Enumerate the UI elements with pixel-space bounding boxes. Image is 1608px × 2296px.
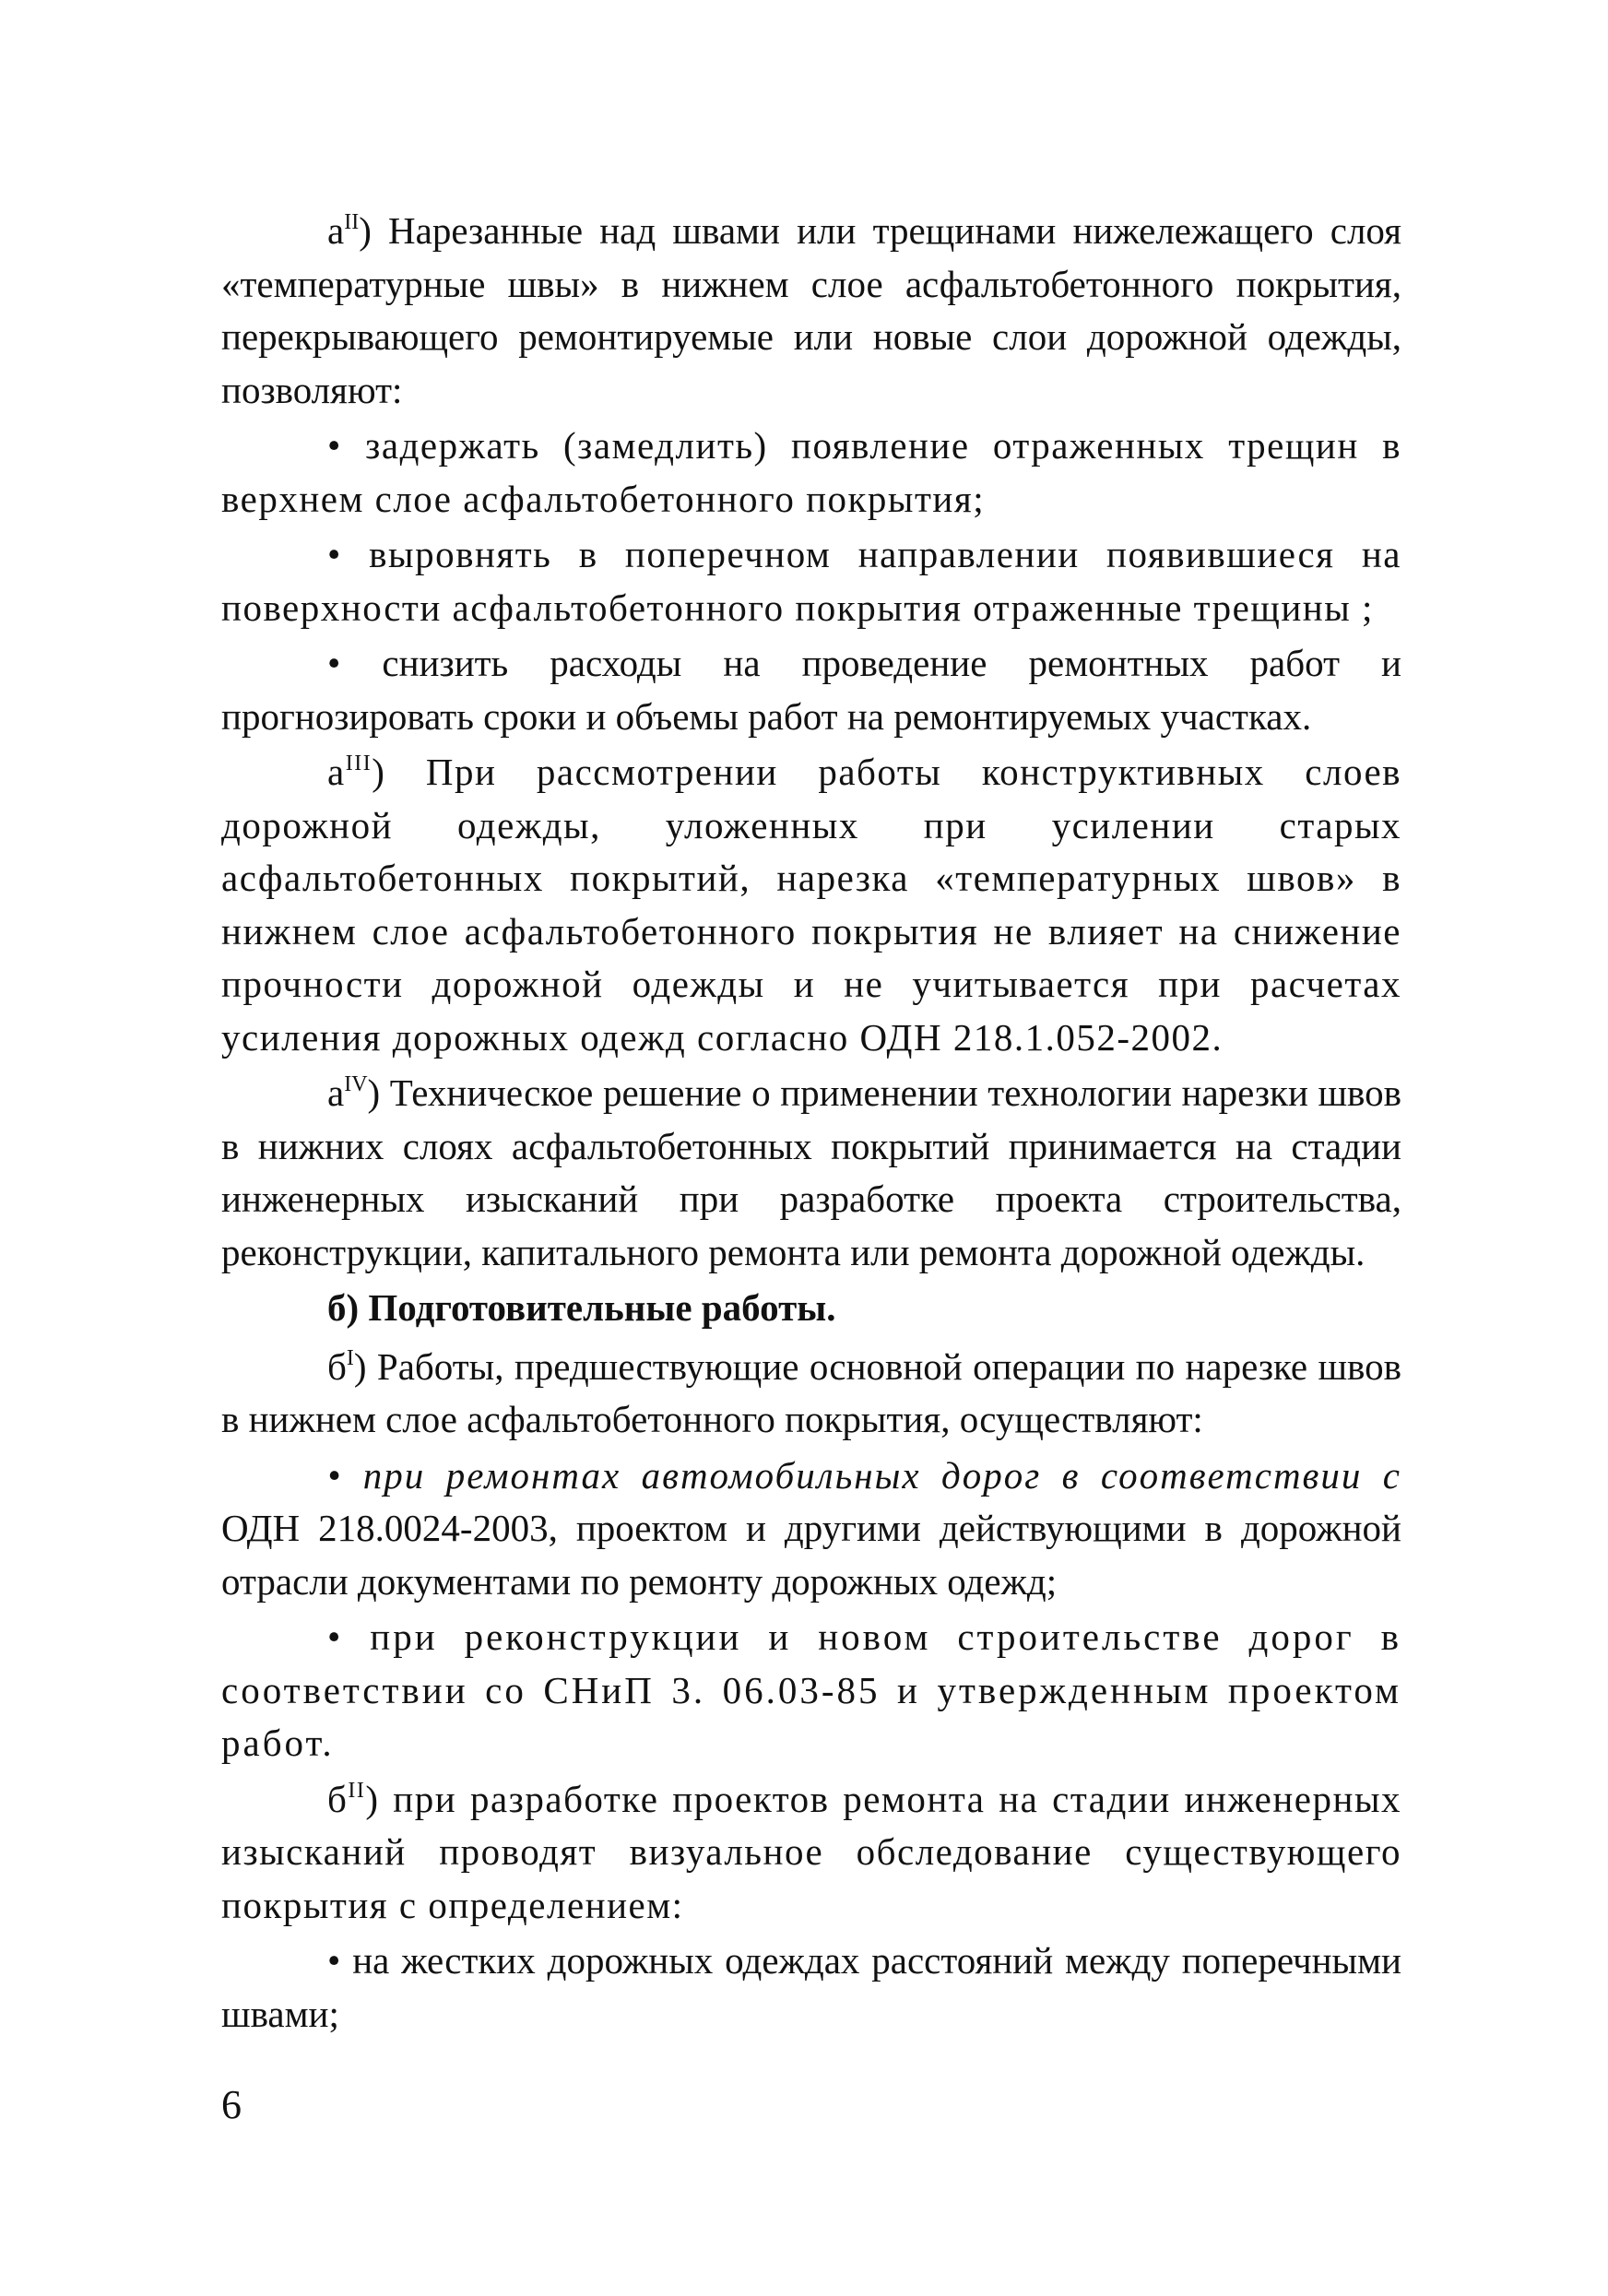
paragraph-b1: $б^I$) Работы, предшествующие основной операции по нарезке швов в нижнем слое асфальтобетонного покрытия, осуществляют: [221,1344,1401,1440]
bullet-b2-1: • на жестких дорожных одеждах расстояний между поперечными швами; [221,1939,1401,2035]
bullet-b1-1-italic: • при ремонтах автомобильных дорог в соответствии с [327,1453,1401,1497]
superscript-a2: II [344,210,360,234]
paragraph-b2: $б^{II}$) при разработке проектов ремонта на стадии инженерных изысканий проводят визуальное обследование существующего покрытия с определением: [221,1777,1401,1926]
bullet-b1-2: • при реконструкции и новом строительстве дорог в соответствии со СНиП 3. 06.03-85 и утвержденным проектом работ. [221,1615,1401,1764]
bullet-b1-1: • при ремонтах автомобильных дорог в соответствии с ОДН 218.0024-2003, проектом и другими действующими в дорожной отрасли документами по ремонту дорожных одежд; [221,1453,1401,1603]
bullet-a2-2: • выровнять в поперечном направлении появившиеся на поверхности асфальтобетонного покрытия отраженные трещины ; [221,533,1401,629]
section-heading-b: б) Подготовительные работы. [327,1286,836,1329]
page-number: 6 [221,2082,242,2127]
paragraph-a2: $а^{II}$) Нарезанные над швами или трещинами нижележащего слоя «температурные швы» в нижнем слое асфальтобетонного покрытия, перекрывающего ремонтируемые или новые слои дорожной одежды, позволяют: [221,209,1401,411]
paragraph-a4: $а^{IV}$) Техническое решение о применении технологии нарезки швов в нижних слоях асфальтобетонных покрытий принимается на стадии инженерных изысканий при разработке проекта строительства, реконструкции, капитального ремонта или ремонта дорожной одежды. [221,1071,1401,1273]
paragraph-a3: $а^{III}$) При рассмотрении работы конструктивных слоев дорожной одежды, уложенных при усилении старых асфальтобетонных покрытий, нарезка «температурных швов» в нижнем слое асфальтобетонного покрытия не влияет на снижение прочности дорожной одежды и не учитывается при расчетах усиления дорожных одежд согласно ОДН 218.1.052-2002. [221,751,1401,1059]
bullet-a2-3: • снизить расходы на проведение ремонтных работ и прогнозировать сроки и объемы работ на ремонтируемых участках. [221,642,1401,738]
document-page [221,205,1401,2043]
superscript-b2: II [348,1778,366,1803]
superscript-a3: III [345,752,372,775]
bullet-a2-1: • задержать (замедлить) появление отраженных трещин в верхнем слое асфальтобетонного покрытия; [221,424,1401,520]
superscript-a4: IV [344,1072,368,1096]
superscript-b1: I [346,1345,354,1370]
